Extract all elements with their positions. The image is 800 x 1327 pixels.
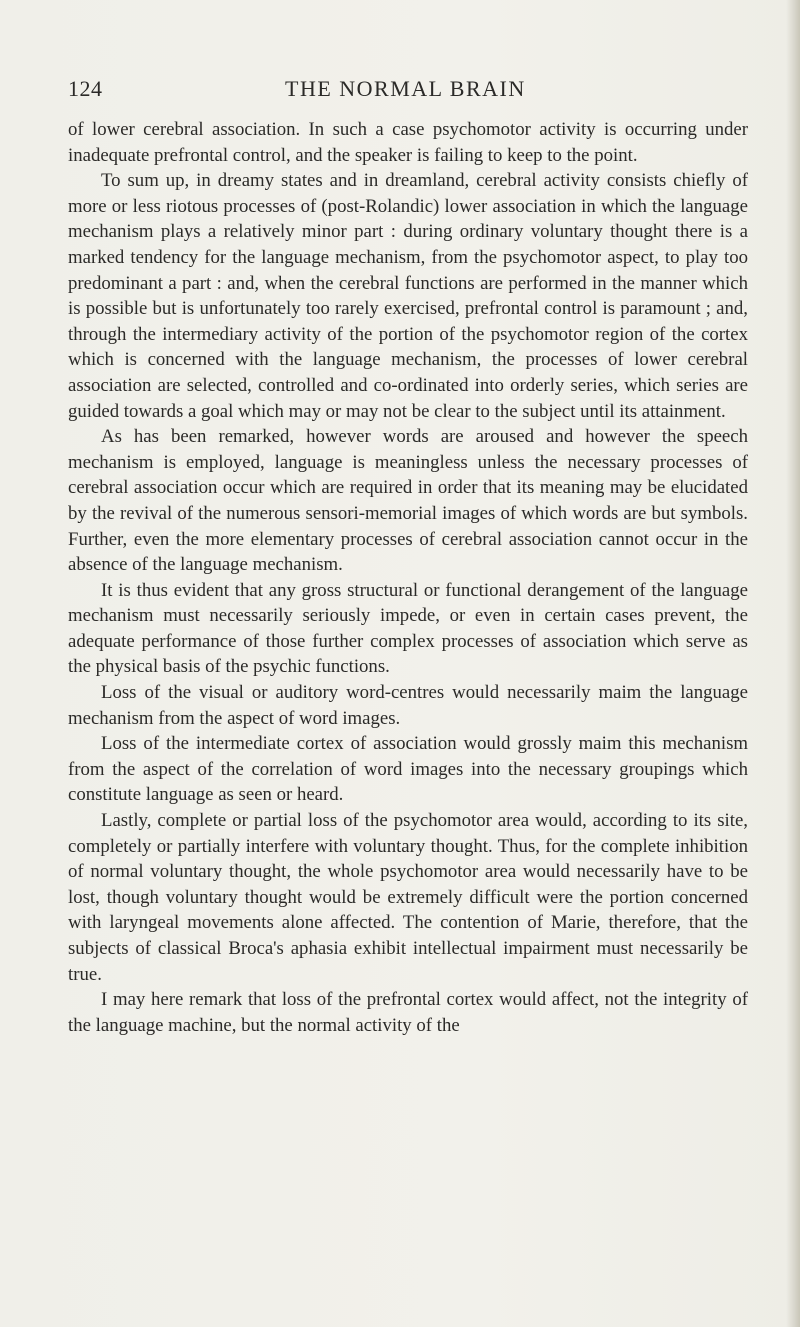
page-number: 124 bbox=[68, 76, 103, 101]
paragraph-word-centres: Loss of the visual or auditory word-centres would necessarily maim the language mechanism from the aspect of word images. bbox=[68, 682, 748, 729]
paragraph-summary: To sum up, in dreamy states and in dreamland, cerebral activity consists chiefly of more or less riotous processes of (post-Rolandic) lower association in which the language mechanism plays a relatively minor part : during ordinary voluntary thought there is a marked tendency for the language mechanism, from the psychomotor aspect, to play too predominant a part : and, when the cerebral functions are performed in the manner which is possible but is unfortunately too rarely exercised, prefrontal control is paramount ; and, through the intermediary activity of the portion of the psychomotor region of the cortex which is concerned with the language mechanism, the processes of lower cerebral association are selected, controlled and co-ordinated into orderly series, which series are guided towards a goal which may or may not be clear to the subject until its attainment. bbox=[68, 170, 748, 422]
body-text bbox=[68, 117, 748, 1038]
paragraph-derangement: It is thus evident that any gross structural or functional derangement of the language mechanism must necessarily seriously impede, or even in certain cases prevent, the adequate performance of those further complex processes of association which serve as the physical basis of the psychic functions. bbox=[68, 579, 748, 678]
paragraph-prefrontal-loss: I may here remark that loss of the prefrontal cortex would affect, not the integrity of the language machine, but the normal activity of the bbox=[68, 989, 748, 1036]
paragraph-continuation: of lower cerebral association. In such a case psychomotor activity is occurring under inadequate prefrontal control, and the speaker is failing to keep to the point. bbox=[68, 119, 748, 166]
page-header bbox=[68, 76, 748, 110]
page-edge-shadow bbox=[786, 0, 800, 1327]
running-title: THE NORMAL BRAIN bbox=[285, 76, 526, 101]
paragraph-language-meaning: As has been remarked, however words are aroused and however the speech mechanism is employed, language is meaningless unless the necessary processes of cerebral association occur which are required in order that its meaning may be elucidated by the revival of the numerous sensori-memorial images of which words are but symbols. Further, even the more elementary processes of cerebral association cannot occur in the absence of the language mechanism. bbox=[68, 426, 748, 576]
paragraph-intermediate-cortex: Loss of the intermediate cortex of association would grossly maim this mechanism from the aspect of the correlation of word images into the necessary groupings which constitute language as seen or heard. bbox=[68, 733, 748, 806]
paragraph-psychomotor-loss: Lastly, complete or partial loss of the psychomotor area would, according to its site, completely or partially interfere with voluntary thought. Thus, for the complete inhibition of normal voluntary thought, the whole psychomotor area would necessarily have to be lost, though voluntary thought would be extremely difficult were the portion concerned with laryngeal movements alone affected. The contention of Marie, therefore, that the subjects of classical Broca's aphasia exhibit intellectual impairment must necessarily be true. bbox=[68, 810, 748, 985]
